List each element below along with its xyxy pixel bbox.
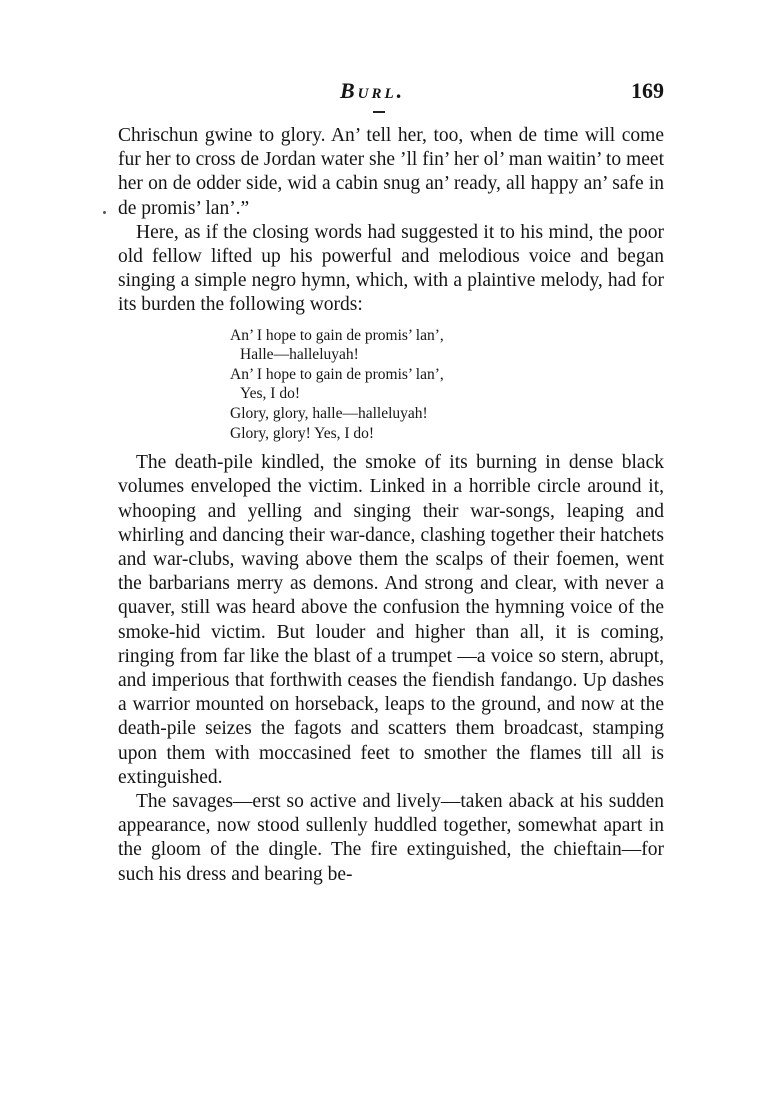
paragraph: The death-pile kindled, the smoke of its burning in dense black volumes enveloped the victim. Linked in a horrible circle around it, whooping and yelling and singing their war-songs, leaping and whirling and dancing their war-dance, clashing together their hatchets and war-clubs, waving above them the scalps of their foemen, went the barbarians merry as demons. And strong and clear, with never a quaver, still was heard above the confusion the hymning voice of the smoke-hid victim. But louder and higher than all, it is coming, ringing from far like the blast of a trumpet —a voice so stern, abrupt, and imperious that forthwith ceases the fiendish fandango. Up dashes a warrior mounted on horseback, leaps to the ground, and now at the death-pile seizes the fagots and scatters them broadcast, stamping upon them with moccasined feet to smother the flames till all is extinguished. xyxy=(118,452,664,788)
running-head xyxy=(118,78,664,108)
page-number: 169 xyxy=(631,78,664,103)
verse-line: An’ I hope to gain de promis’ lan’, xyxy=(230,326,444,344)
verse-line: Yes, I do! xyxy=(240,385,301,403)
paragraph: Here, as if the closing words had suggested it to his mind, the poor old fellow lifted up his powerful and melodious voice and began singing a simple negro hymn, which, with a plaintive melody, had for its burden the following words: xyxy=(118,221,664,316)
hymn-verse xyxy=(230,326,664,444)
verse-line: Glory, glory! Yes, I do! xyxy=(230,424,375,442)
verse-line: An’ I hope to gain de promis’ lan’, xyxy=(230,365,444,383)
paragraph-continued: Chrischun gwine to glory. An’ tell her, too, when de time will come fur her to cross de Jordan water she ’ll fin’ her ol’ man waitin’ to meet her on de odder side, wid a cabin snug an’ ready, all happy an’ safe in de promis’ lan’.” xyxy=(118,125,664,219)
verse-line: Glory, glory, halle—halleluyah! xyxy=(230,405,428,422)
running-title: Burl. xyxy=(340,78,406,103)
verse-line: Halle—halleluyah! xyxy=(240,346,359,364)
margin-speck xyxy=(103,211,106,214)
paragraph: The savages—erst so active and lively—taken aback at his sudden appearance, now stood sullenly huddled together, somewhat apart in the gloom of the dingle. The fire extinguished, the chieftain—for such his dress and bearing be- xyxy=(118,791,664,885)
body-text xyxy=(118,124,664,887)
header-rule xyxy=(373,111,385,113)
